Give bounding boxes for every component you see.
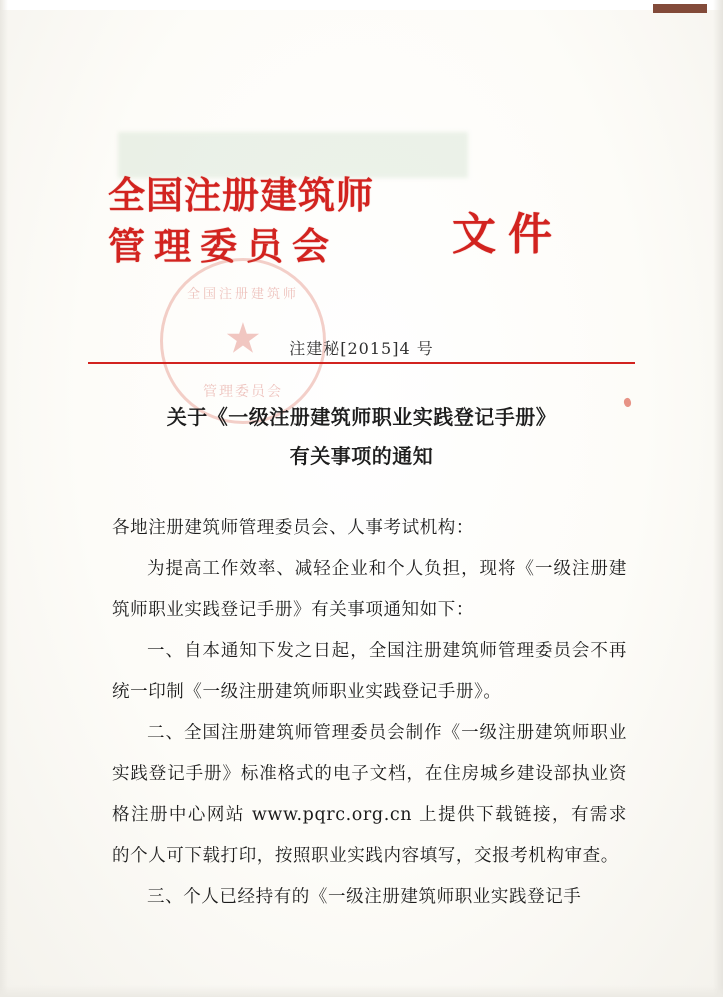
body-paragraph-2: 一、自本通知下发之日起，全国注册建筑师管理委员会不再统一印制《一级注册建筑师职业实践登记手册》。 — [112, 641, 627, 702]
issuing-authority-title — [108, 170, 438, 272]
seal-text-bottom: 管理委员会 — [203, 384, 283, 400]
scan-corner-mark — [653, 4, 707, 13]
red-divider-rule — [88, 362, 635, 364]
body-salutation: 各地注册建筑师管理委员会、人事考试机构： — [112, 518, 474, 538]
body-paragraph-1: 为提高工作效率、减轻企业和个人负担，现将《一级注册建筑师职业实践登记手册》有关事项通知如下： — [112, 559, 627, 620]
document-title-line2: 有关事项的通知 — [289, 444, 434, 468]
issuing-authority-line2: 管理委员会 — [108, 224, 338, 268]
document-body — [112, 508, 627, 918]
seal-text-top: 全国注册建筑师 — [186, 287, 299, 302]
scan-edge-left — [0, 0, 8, 997]
scan-edge-right — [713, 0, 723, 997]
document-number: 注建秘[2015]4 号 — [289, 339, 434, 358]
scan-edge-top — [0, 0, 723, 10]
document-title — [0, 398, 723, 476]
masthead — [0, 160, 723, 290]
document-title-line1: 关于《一级注册建筑师职业实践登记手册》 — [166, 405, 557, 429]
body-paragraph-4: 三、个人已经持有的《一级注册建筑师职业实践登记手 — [147, 887, 582, 907]
masthead-document-word: 文件 — [452, 209, 564, 260]
scan-edge-bottom — [0, 985, 723, 997]
body-paragraph-3: 二、全国注册建筑师管理委员会制作《一级注册建筑师职业实践登记手册》标准格式的电子文档，在住房城乡建设部执业资格注册中心网站 www.pqrc.org.cn 上提供下载链接，有需求的个人可下载打印，按照职业实践内容填写，交报考机构审查。 — [112, 723, 627, 866]
issuing-authority-line1: 全国注册建筑师 — [108, 173, 374, 217]
